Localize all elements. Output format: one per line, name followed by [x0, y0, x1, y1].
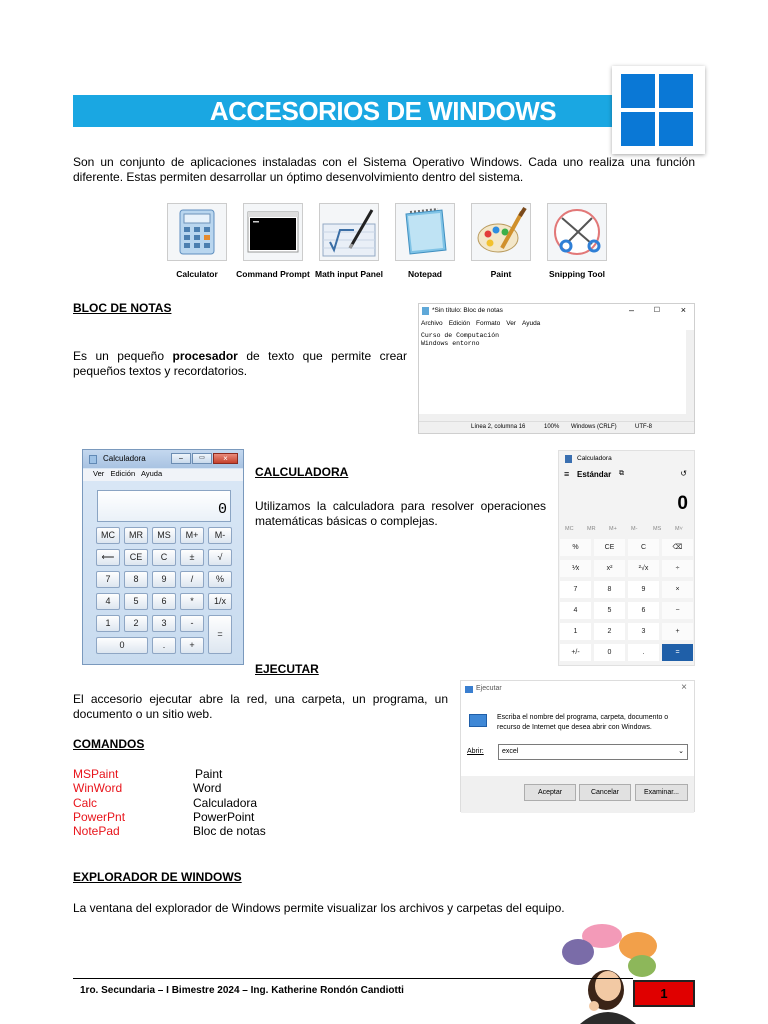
accept-button[interactable]: Aceptar — [524, 784, 576, 801]
calc10-memory-key[interactable]: MC — [565, 526, 574, 532]
notepad-icon — [395, 203, 455, 261]
command-row — [73, 796, 333, 810]
calculator-win7-window — [82, 449, 244, 665]
menu-ver[interactable]: Ver — [506, 320, 516, 327]
calc10-memory-key[interactable]: M- — [631, 526, 638, 532]
chevron-down-icon[interactable]: ⌄ — [678, 748, 684, 755]
calc7-key[interactable]: ⟵ — [96, 549, 120, 566]
calc10-key[interactable]: CE — [594, 539, 625, 556]
accessory-label: Calculator — [176, 269, 218, 279]
calc10-key[interactable]: C — [628, 539, 659, 556]
calc7-key[interactable]: CE — [124, 549, 148, 566]
accessories-strip — [157, 203, 617, 283]
command-prompt-icon — [243, 203, 303, 261]
calc7-key[interactable]: 9 — [152, 571, 176, 588]
command-app: PowerPoint — [193, 809, 255, 824]
minimize-icon[interactable]: – — [171, 453, 191, 464]
calc10-display-value: 0 — [677, 493, 688, 514]
calc10-key[interactable]: +/- — [560, 644, 591, 661]
menu-formato[interactable]: Formato — [476, 320, 501, 327]
run-description: Escriba el nombre del programa, carpeta, documento o recurso de Internet que desea abrir con Windows. — [497, 714, 669, 731]
notepad-line: Windows entorno — [421, 340, 480, 347]
calc-paragraph: Utilizamos la calculadora para resolver operaciones matemáticas básicas o complejas. — [255, 499, 546, 528]
comandos-heading: COMANDOS — [73, 737, 145, 751]
bloc-text-post: de texto que permite crear pequeños textos y recordatorios. — [73, 349, 407, 378]
notepad-small-icon — [422, 307, 429, 315]
run-field-label: Abrir: — [467, 748, 484, 755]
menu-edicion[interactable]: Edición — [110, 469, 136, 478]
calc10-memory-key[interactable]: MR — [587, 526, 596, 532]
commands-table — [73, 767, 333, 838]
accessory-label: Math input Panel — [315, 269, 383, 279]
run-button-bar — [461, 776, 694, 813]
menu-ayuda[interactable]: Ayuda — [140, 469, 163, 478]
run-title: Ejecutar — [476, 685, 502, 692]
calc7-key[interactable]: + — [180, 637, 204, 654]
cancel-button[interactable]: Cancelar — [579, 784, 631, 801]
calc7-key[interactable]: 7 — [96, 571, 120, 588]
close-icon[interactable]: × — [213, 453, 238, 464]
maximize-icon[interactable]: ▭ — [192, 453, 212, 464]
calculator-icon — [167, 203, 227, 261]
calc10-key[interactable]: 9 — [628, 581, 659, 598]
explorador-heading: EXPLORADOR DE WINDOWS — [73, 870, 242, 884]
command-row — [73, 767, 333, 781]
calc7-titlebar — [83, 450, 243, 468]
windows-logo — [612, 66, 705, 154]
keep-on-top-icon[interactable]: ⧉ — [619, 470, 624, 477]
vertical-scrollbar[interactable] — [686, 330, 694, 422]
close-icon[interactable]: × — [680, 305, 686, 315]
notepad-text-area[interactable] — [419, 330, 687, 414]
command-app: Calculadora — [193, 795, 258, 810]
calc7-key[interactable]: 6 — [152, 593, 176, 610]
ejecutar-paragraph: El accesorio ejecutar abre la red, una carpeta, un programa, un documento o un sitio web. — [73, 692, 448, 721]
command-row — [73, 781, 333, 795]
bloc-text-pre: Es un pequeño — [73, 349, 173, 363]
command-name: NotePad — [73, 824, 120, 839]
calc10-key[interactable]: 0 — [594, 644, 625, 661]
calc10-memory-key[interactable]: M+ — [609, 526, 617, 532]
calc7-key[interactable]: 1/x — [208, 593, 232, 610]
calc7-key[interactable]: MR — [124, 527, 148, 544]
calc7-key[interactable]: 4 — [96, 593, 120, 610]
calc10-key[interactable]: 6 — [628, 602, 659, 619]
run-icon — [469, 714, 487, 727]
calc10-key[interactable]: ÷ — [662, 560, 693, 577]
bloc-paragraph — [73, 349, 407, 378]
page-title: ACCESORIOS DE WINDOWS — [209, 96, 557, 126]
calc10-key[interactable]: % — [560, 539, 591, 556]
accessory-label: Snipping Tool — [548, 269, 606, 279]
bloc-heading: BLOC DE NOTAS — [73, 301, 172, 315]
command-app: Word — [193, 781, 222, 796]
calc7-key[interactable]: C — [152, 549, 176, 566]
calc10-key[interactable]: 2 — [594, 623, 625, 640]
calc7-key[interactable]: = — [208, 615, 232, 654]
run-small-icon — [465, 686, 473, 693]
status-position: Línea 2, columna 16 — [471, 424, 526, 430]
maximize-icon[interactable]: ☐ — [653, 307, 660, 314]
calc7-display-value: 0 — [217, 501, 227, 518]
calc10-memory-key[interactable]: M˅ — [675, 526, 683, 532]
accessory-label: Command Prompt — [236, 269, 310, 279]
command-name: Calc — [73, 795, 98, 810]
calc7-key[interactable]: 3 — [152, 615, 176, 632]
calc10-memory-key[interactable]: MS — [653, 526, 662, 532]
command-row — [73, 824, 333, 838]
run-dialog — [460, 680, 695, 812]
bloc-text-bold: procesador — [172, 349, 238, 363]
calc10-key[interactable]: 7 — [560, 581, 591, 598]
calc7-key[interactable]: M- — [208, 527, 232, 544]
calc7-key[interactable]: √ — [208, 549, 232, 566]
calc7-menubar — [83, 469, 243, 481]
notepad-menubar — [419, 320, 694, 330]
calc7-key[interactable]: 0 — [96, 637, 148, 654]
run-input[interactable] — [498, 744, 688, 760]
thinking-student-illustration — [556, 922, 660, 1024]
accessory-label: Paint — [490, 269, 512, 279]
calc7-key[interactable]: M+ — [180, 527, 204, 544]
command-name: PowerPnt — [73, 809, 126, 824]
calc7-key[interactable]: MS — [152, 527, 176, 544]
status-zoom: 100% — [544, 424, 560, 430]
calc10-key[interactable]: ²√x — [628, 560, 659, 577]
calc10-key[interactable]: 4 — [560, 602, 591, 619]
calculator-win10-window — [558, 450, 695, 666]
command-app: Bloc de notas — [193, 824, 266, 839]
footer-divider — [73, 978, 633, 979]
notepad-statusbar — [419, 421, 694, 433]
close-icon[interactable]: × — [681, 682, 687, 693]
calc7-key[interactable]: 8 — [124, 571, 148, 588]
calculator-small-icon — [89, 455, 97, 464]
calc7-key[interactable]: / — [180, 571, 204, 588]
calc7-display — [97, 490, 231, 522]
explorador-paragraph: La ventana del explorador de Windows permite visualizar los archivos y carpetas del equipo. — [73, 901, 565, 915]
command-name: WinWord — [73, 781, 123, 796]
menu-ver[interactable]: Ver — [93, 469, 105, 478]
command-row — [73, 810, 333, 824]
calc10-title: Calculadora — [577, 455, 612, 462]
command-name: MSPaint — [73, 767, 119, 781]
calc7-key[interactable]: MC — [96, 527, 120, 544]
calc7-key[interactable]: - — [180, 615, 204, 632]
calc7-key[interactable]: 1 — [96, 615, 120, 632]
notepad-line: Curso de Computación — [421, 332, 500, 339]
browse-button[interactable]: Examinar... — [635, 784, 688, 801]
snipping-tool-icon — [547, 203, 607, 261]
run-input-value: excel — [502, 748, 519, 755]
notepad-window — [418, 303, 695, 434]
calc10-key[interactable]: 5 — [594, 602, 625, 619]
menu-edicion[interactable]: Edición — [448, 320, 471, 327]
calc10-key[interactable]: × — [662, 581, 693, 598]
paint-icon — [471, 203, 531, 261]
menu-archivo[interactable]: Archivo — [421, 320, 443, 327]
status-line-ending: Windows (CRLF) — [571, 424, 617, 430]
calculator-small-icon — [565, 455, 572, 463]
calc10-key[interactable]: ⅟x — [560, 560, 591, 577]
hamburger-icon[interactable]: ≡ — [564, 469, 570, 479]
accessory-label: Notepad — [408, 269, 442, 279]
calc10-key[interactable]: = — [662, 644, 693, 661]
intro-paragraph: Son un conjunto de aplicaciones instaladas con el Sistema Operativo Windows. Cada uno realiza una función diferente. Estas permiten desarrollar un óptimo desenvolvimiento dentro del sistema. — [73, 155, 695, 184]
calc10-key[interactable]: 1 — [560, 623, 591, 640]
menu-ayuda[interactable]: Ayuda — [521, 320, 541, 327]
math-input-icon — [319, 203, 379, 261]
ejecutar-heading: EJECUTAR — [255, 662, 319, 676]
calc7-key[interactable]: * — [180, 593, 204, 610]
calc7-key[interactable]: 2 — [124, 615, 148, 632]
footer-text: 1ro. Secundaria – I Bimestre 2024 – Ing. Katherine Rondón Candiotti — [80, 985, 404, 996]
page-number: 1 — [633, 980, 695, 1007]
calc7-key[interactable]: . — [152, 637, 176, 654]
notepad-title: *Sin título: Bloc de notas — [432, 307, 503, 314]
calc10-mode: Estándar — [577, 470, 612, 479]
calc10-key[interactable]: . — [628, 644, 659, 661]
calc10-key[interactable]: − — [662, 602, 693, 619]
history-icon[interactable]: ↺ — [680, 469, 687, 478]
calc7-key[interactable]: 5 — [124, 593, 148, 610]
calc-heading: CALCULADORA — [255, 465, 349, 479]
calc7-key[interactable]: ± — [180, 549, 204, 566]
calc7-title: Calculadora — [103, 454, 146, 463]
status-encoding: UTF-8 — [635, 424, 652, 430]
calc10-key[interactable]: 8 — [594, 581, 625, 598]
notepad-titlebar — [419, 304, 694, 319]
minimize-icon[interactable]: – — [628, 305, 634, 315]
calc7-key[interactable]: % — [208, 571, 232, 588]
command-app: Paint — [195, 767, 223, 781]
calc10-key[interactable]: 3 — [628, 623, 659, 640]
calc10-key[interactable]: + — [662, 623, 693, 640]
calc10-key[interactable]: x² — [594, 560, 625, 577]
calc10-key[interactable]: ⌫ — [662, 539, 693, 556]
